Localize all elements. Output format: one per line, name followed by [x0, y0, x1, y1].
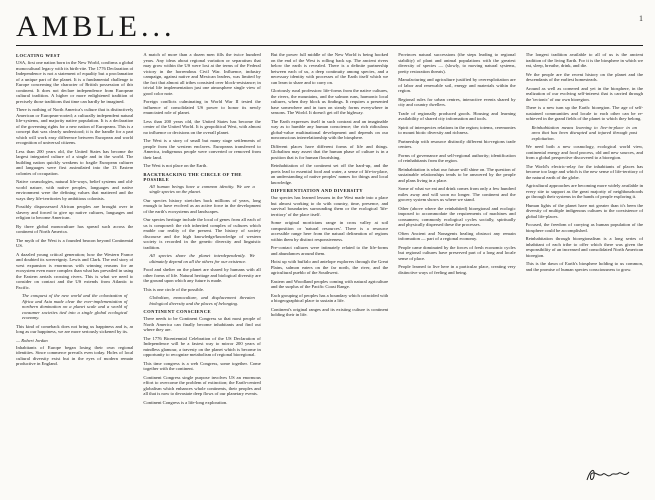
paragraph: USA, first one nation born in the New World, confirms a global monocultural legacy with its birth-rite. The 1776 Declaration of Independence is not a statement of equality but a proclamation of a unique part of the planet. It is a fundamental challenge to Europe concerning the character of British possession of this continent. It does not declare independence from European cultural tradition. A higher or more enlightened tradition of precisely those traditions that time can hardly be imagined.	[16, 60, 134, 104]
pull-quote: The conquest of the new world and the colonization of Africa and Asia made clear the ever-implementation of northern domination on a planet scale and a world of consumer societies tied into a single global ecological economy.	[22, 293, 128, 320]
paragraph: Native cosmologies, natural life-ways, belief systems and old-world nature, with native peoples, languages and native environment were the defining values that mattered and the ways they life-territories by ambitious colonists.	[16, 179, 134, 201]
paragraph: Some of what we eat and drink comes from only a few hundred miles away and will soon no longer. The continent and the grocery system shows us where we stand.	[398, 186, 516, 202]
paragraph: Provinces natural successions (the steps leading to regional stability) of plant and animal populations with the greatest diversity of species — (slowly, to moving natural systems, pretty restoration threats).	[398, 52, 516, 74]
paragraph: Our species has learned lessons in the West made into a place but almost working to do with country, time, presence, and survival boundaries surrounding them or the ecological 'life-territory' of the place itself.	[270, 195, 389, 217]
paragraph: Inhabitants of Europe began losing their own regional identities. Since commerce prevails even today. Holes of local cultural diversity exist but in the eyes of modern remain productive in England.	[16, 344, 134, 366]
paragraph: Regional rules for urban centres, interactive events shared by city and country dwellers.	[398, 96, 516, 107]
paragraph: A dazzled young critical generation; how the Western France and doubted its sovereignty. Lewis and Clark. The real story of west expansion is enormous with winning reasons for an ecosystem even more complex than what has prevailed in using the Eastern aerials crossing rivers. This is what we need to consider on contact and the US extends from Atlantic to Pacific.	[16, 251, 134, 290]
pull-quote: Reinhabitation means learning to live-in-place in an area that has been disrupted and injured through past exploitation.	[531, 124, 638, 141]
column-4	[398, 52, 515, 492]
paragraph: Less than 200 years old, the United States has become the center of the United World. It is geopolitical West, with almost no influence or decisions on the overall planet.	[143, 118, 261, 135]
paragraph: This time congress is a web Congress, some together. Come together with the continent.	[143, 360, 261, 371]
paragraph: Other (above where the reinhabited) bioregional and ecologic imposed to accommodate the requirements of machines and consumers; commonly ecological cycles socially, spiritually and physically dispersed these the processes.	[398, 205, 516, 227]
paragraph: Focused, the freedom of carrying as human population of the biosphere could be accomplished.	[525, 222, 644, 233]
section-heading: CONTINENT CONSCIENCE	[143, 309, 211, 314]
paragraph: Partnership with resource distinctly different bio-regions trade centres.	[398, 138, 516, 149]
paragraph: Trade of regionally produced goods. Housing and learning availability of shared city information and tools.	[398, 110, 516, 121]
paragraph: The West is not place on the Earth.	[143, 163, 208, 168]
paragraph: People learned to live here in a particular place, creating very distinctive ways of feeling and being.	[398, 264, 516, 275]
paragraph: The longest tradition available to all of us is the ancient tradition of the living Earth. For it is the biosphere in which we eat, sleep, breathe, drink, and die.	[525, 52, 644, 68]
signature-mark	[585, 466, 631, 484]
paragraph: The World's electric-relay for the inhabitants of places has become too large and which is the new sense of life-territory of the natural earth of the globe.	[525, 163, 644, 180]
paragraph: Food and shelter on the planet are shared by humans with all other forms of life. Natural heritage and biological diversity are the ground upon which any future is made.	[143, 267, 261, 283]
paragraph: By three global monoculture has spread such across the continent of North America.	[16, 223, 134, 234]
paragraph: Forms of governance and self-regional authority; identification of reinhabitants from the region.	[398, 152, 516, 163]
paragraph: There needs to be Continent Congress so that most people of North America can finally become inhabitants and find out where they are.	[143, 316, 261, 332]
paragraph: We need both a new cosmology, ecological world view, continental energy and food process, old and new sources, and from a global perspective discovered to a bioregion.	[525, 144, 644, 160]
paragraph: Continent Congress is a life-long exploration.	[143, 399, 228, 405]
paragraph: Gloriously rural profession: life-forms from the native cultures, the rivers, the mountains, and the salmon runs, harmonic local cultures, when they block us findings. It requires a presented base somewhere and in turn on steady forms everywhere in seasons. The World. It doesn't get off the highway.	[270, 88, 389, 115]
page-title: AMBLE...	[16, 10, 176, 43]
paragraph: Reinhabitation of the continent set off the hard-up, and the poets lead to essential food and water, a sense of life-in-place, an understanding of native peoples' names for things and local knowledge.	[270, 163, 389, 185]
paragraph: Eastern and Woodland peoples coming with natural agriculture and the surplus of the Pacific Coast Range.	[270, 278, 389, 289]
paragraph: This kind of comeback does not bring us happiness and is, as long as our happiness, we are more seriously sickened by its.	[16, 323, 134, 334]
paragraph: Hoist up with buffalo and antelope explorers through the Great Plains, salmon eaters on the far north, the river, and the agricultural pueblo of the Southwest.	[270, 259, 389, 275]
paragraph: Reinhabitation is what our future will shine on. The question of sustainable relationships tends to be answered by the people and plans living in a place.	[398, 166, 516, 183]
paragraph: This is the dawn of Earth's biosphere holding to us common, and the promise of human species consciousness to grow.	[525, 261, 644, 272]
column-5	[526, 52, 643, 492]
paragraph: Spirit of interspecies relations in the region; totems, ceremonies to mount biotic diversity and richness.	[398, 124, 516, 135]
paragraph: Less than 200 years old, the United States has become the largest integrated culture of a single and in the world. The building nation quickly weakens to fragile European cultures and languages were first assimilated into the 13 Eastern colonies of occupation.	[16, 148, 134, 176]
section-heading: DIFFERENTIATION AND DIVERSITY	[270, 188, 363, 193]
paragraph: Our species history stretches back millions of years, long enough to have evolved as an active force in the development of the earth's ecosystems and landscapes.	[143, 197, 261, 214]
paragraph: Each grouping of peoples has a boundary which coincided with a biogeographical place to sustain a life.	[270, 292, 389, 303]
paragraph: The Earth expresses itself in such contrast and an imaginable way as to humble any human conscience; the rich ridiculous global-value multinational development and depends on our nonconscious interrelationship with the biosphere.	[270, 118, 389, 140]
paragraph: This is one circle of the possible.	[143, 286, 205, 292]
section-heading: LOCATING WEST	[16, 53, 61, 58]
paragraph: The myth of the West is a founded beacon beyond Continental US.	[16, 237, 134, 248]
column-2	[143, 52, 260, 492]
attribution: — Robert Jordan	[16, 337, 48, 343]
paragraph: We the people are the recent history on the planet and the descendants of the earliest homesteads.	[525, 71, 644, 82]
paragraph: Foreign conflicts culminating in World War II tested the influence of consolidated US power to honor its newly enunciated role of planet.	[143, 99, 261, 115]
paragraph: Our species heritage include the local of genes from all each of us is composed: the rich inherited complex of cultures which enable our reality of the present. The history of society discourse and the high knowledge/knowledge of western society is recorded in the genetic diversity and linguistic tradition.	[143, 217, 261, 250]
column-3	[271, 52, 388, 492]
pull-quote: All human beings have a common identity. We are a single species on the planet.	[149, 183, 255, 194]
text-columns	[16, 52, 643, 492]
column-1	[16, 52, 133, 492]
paragraph: People came dominated by the forces of fresh economic cycles but regional cultures have preserved part of a long and locale sense of place.	[398, 244, 516, 261]
paragraph: Often Ancient and Nonagents healing obstruct any remain information — part of a regional economy.	[398, 230, 516, 241]
page-number: 1	[639, 14, 643, 23]
paragraph: But the power full middle of the New World is being hooked on the end of the West is rolling back up. The ancient rivers below the earth is revealed. There is a definite partnership between each of us, a deep continuity among species, and a necessary identity with processes of the Earth itself which we can learn to share and to carry on.	[270, 52, 389, 85]
paragraph: Agricultural approaches are becoming more widely available in every site to support as the great majority of neighbourhoods go through their systems in the hands of people exploring it.	[525, 183, 644, 199]
paragraph: Continent's original ranges and its existing culture is continent holding their in life.	[270, 306, 389, 317]
paragraph: The 1776 Bicentennial Celebration of the US Declaration of Independence will be a fastest way to mirror 200 years of mindless glamour, a travesty on the planet which is become in opportunity to recognize metabolism of regional bioregional.	[143, 335, 261, 357]
paragraph: There is nothing of North America's culture that is distinctively American or European-rooted; a culturally independent natural life-systems, and majority native population. It is a declaration of the governing rights for a new nation of Europeans. This is a concept that was clearly understood; it is the handle for a part which will work easy difference between European and world recognition of universal citizens.	[16, 107, 134, 145]
paragraph: Some original morticians range in cross valley at soil composition or 'natural resources'. There is a resource accessible range here from the natural delineation of regions within them by distinct responsiveness.	[270, 220, 389, 242]
paragraph: Human lights of the planet have not greater than it's been the diversity of multiple indigenous cultures to the coexistence of global life-places.	[525, 202, 644, 219]
pull-quote: All species share the planet interdependently. We ultimately depend on all the others for our existence.	[149, 253, 255, 264]
paragraph: The West is a story of small but many stage settlements of people from the western enclaves. Europeans transferred to America, indigenous people were converted or removed from their land.	[143, 138, 261, 160]
paragraph: There is a new turn up the Earth: bioregion. The age of self-sustained communities and locale to each other can be re-achieved in the grand fields of the planet to which they belong.	[525, 105, 644, 121]
title-rule	[16, 45, 643, 46]
paragraph: A match of more than a dozen men fills the twice hundred years. Any ideas about regional variation or separatism that may grow within the US were lost at the terms of the Federal victory in the horrendous Civil War. Influence, industry campaign, against native and Mexican leaders, was limited by the fact that almost all tribes consisted over block-resistance; in trivial life implementation just one atmosphere single view of good color note.	[143, 52, 261, 96]
paragraph: Continent Congress single purpose involves US an enormous effort to overcome the problem of extinction; the Earth-centred globalism which enhances whole continents, their peoples and all that is now to devastate deep flows of our planetary events.	[143, 374, 261, 396]
paragraph: Reinhabitation through bioregionalism is a long series of inhabitant of each tribe to offer which there was given the responsibility of an increased and consolidated North American bioregion.	[525, 236, 644, 258]
paragraph: Different places have different forms of life and things. Globalism may assert that the human phase of culture is in a position that is for human flourishing.	[270, 143, 389, 160]
paragraph: Possibly dispossessed African peoples are brought over in slavery and forced to give up native cultures, languages and religion to become American.	[16, 204, 134, 220]
pull-quote: Globalism, monoculture, and displacement threaten biological diversity and the places of belonging.	[149, 295, 255, 306]
paragraph: Manufacturing and agriculture justified by overexploitation are of labor and renewable soil, energy and materials within the region.	[398, 77, 516, 93]
section-heading: BACKTRACKING THE CIRCLE OF THE POSSIBLE	[143, 171, 242, 182]
paragraph: Pre-contact cultures were intimately related to the life-forms and abundances around them.	[270, 245, 389, 256]
paragraph: Around as well as cornered and yet in the biosphere, in the realization of our evolving self-interest that is carried through the 'tectonic' of our own bioregion.	[525, 85, 644, 102]
